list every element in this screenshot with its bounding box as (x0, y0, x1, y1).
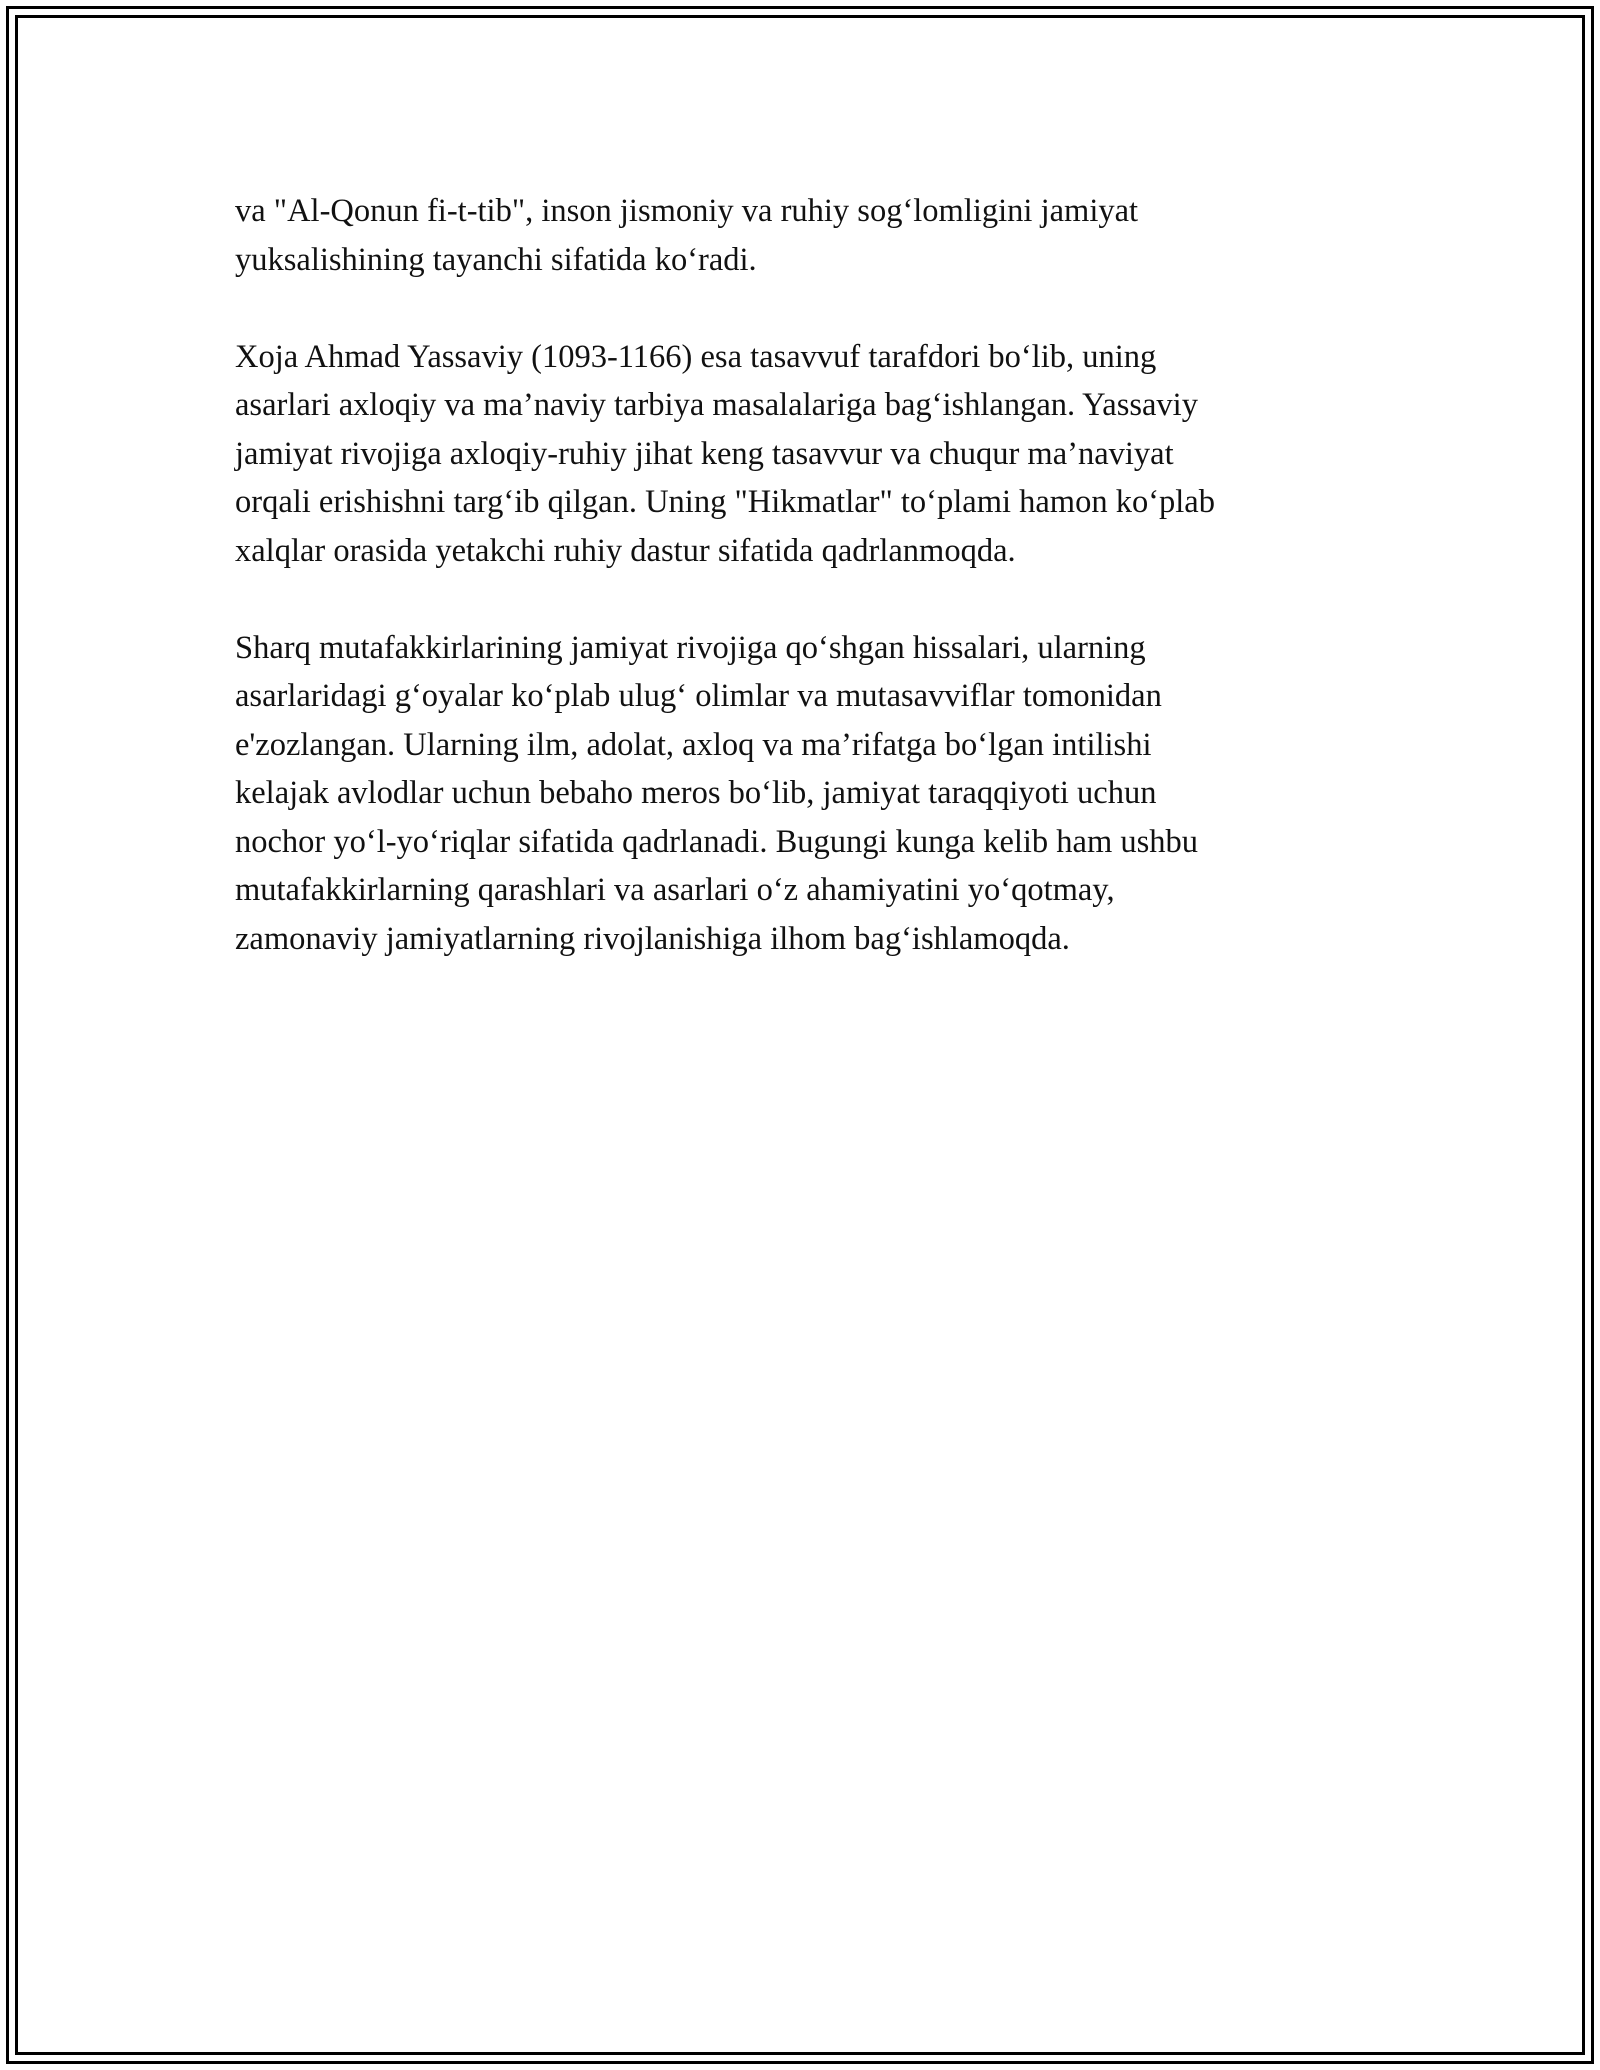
paragraph-3: Sharq mutafakkirlarining jamiyat rivojiga qo‘shgan hissalari, ularning asarlaridagi g‘oyalar ko‘plab ulug‘ olimlar va mutasavviflar tomonidan e'zozlangan. Ularning ilm, adolat, axloq va ma’rifatga bo‘lgan intilishi kelajak avlodlar uchun bebaho meros bo‘lib, jamiyat taraqqiyoti uchun nochor yo‘l-yo‘riqlar sifatida qadrlanadi. Bugungi kunga kelib ham ushbu mutafakkirlarning qarashlari va asarlari o‘z ahamiyatini yo‘qotmay, zamonaviy jamiyatlarning rivojlanishiga ilhom bag‘ishlamoqda. (235, 629, 1199, 957)
paragraph-2: Xoja Ahmad Yassaviy (1093-1166) esa tasavvuf tarafdori bo‘lib, uning asarlari axloqiy va ma’naviy tarbiya masalalariga bag‘ishlangan. Yassaviy jamiyat rivojiga axloqiy-ruhiy jihat keng tasavvur va chuqur ma’naviyat orqali erishishni targ‘ib qilgan. Uning "Hikmatlar" to‘plami hamon ko‘plab xalqlar orasida yetakchi ruhiy dastur sifatida qadrlanmoqda. (235, 338, 1215, 569)
paragraph-1: va "Al-Qonun fi-t-tib", inson jismoniy va ruhiy sog‘lomligini jamiyat yuksalishining tayanchi sifatida ko‘radi. (235, 193, 1139, 278)
document-body (235, 187, 1415, 1012)
